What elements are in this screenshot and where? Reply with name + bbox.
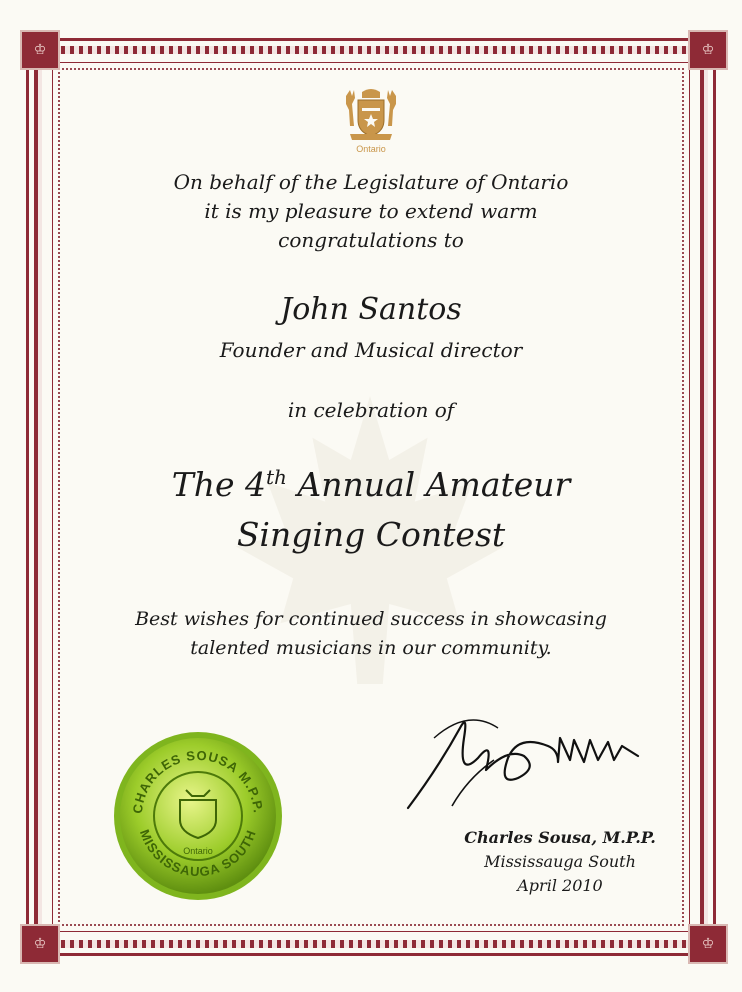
handwritten-signature: [398, 698, 658, 818]
recipient-title: Founder and Musical director: [219, 338, 523, 362]
official-seal: [112, 730, 284, 902]
wishes-text: [70, 605, 672, 663]
emblem-caption: Ontario: [356, 144, 386, 154]
corner-crest-icon: ♔: [688, 924, 728, 964]
signatory-riding: Mississauga South: [484, 852, 636, 871]
wishes-line: Best wishes for continued success in showcasing: [135, 608, 607, 630]
event-line-1: The 4th Annual Amateur: [171, 465, 571, 504]
corner-crest-icon: ♔: [688, 30, 728, 70]
intro-line: On behalf of the Legislature of Ontario: [173, 170, 569, 194]
intro-line: congratulations to: [278, 228, 464, 252]
celebration-label: in celebration of: [287, 398, 455, 422]
intro-text: [70, 168, 672, 255]
intro-line: it is my pleasure to extend warm: [204, 199, 538, 223]
signatory-name: Charles Sousa, M.P.P.: [464, 828, 656, 847]
corner-crest-icon: ♔: [20, 924, 60, 964]
corner-crest-icon: ♔: [20, 30, 60, 70]
wishes-line: talented musicians in our community.: [190, 637, 552, 659]
ontario-coat-of-arms-icon: [340, 86, 402, 158]
event-title: [70, 452, 672, 560]
signatory-block: [440, 826, 680, 898]
seal-center-caption: Ontario: [183, 846, 213, 856]
recipient-name: John Santos: [280, 292, 462, 327]
signatory-date: April 2010: [517, 876, 603, 895]
event-line-2: Singing Contest: [236, 515, 506, 554]
seal-text-top: CHARLES SOUSA M.P.P.: [129, 747, 266, 815]
seal-text-bottom: MISSISSAUGA SOUTH: [136, 827, 259, 880]
